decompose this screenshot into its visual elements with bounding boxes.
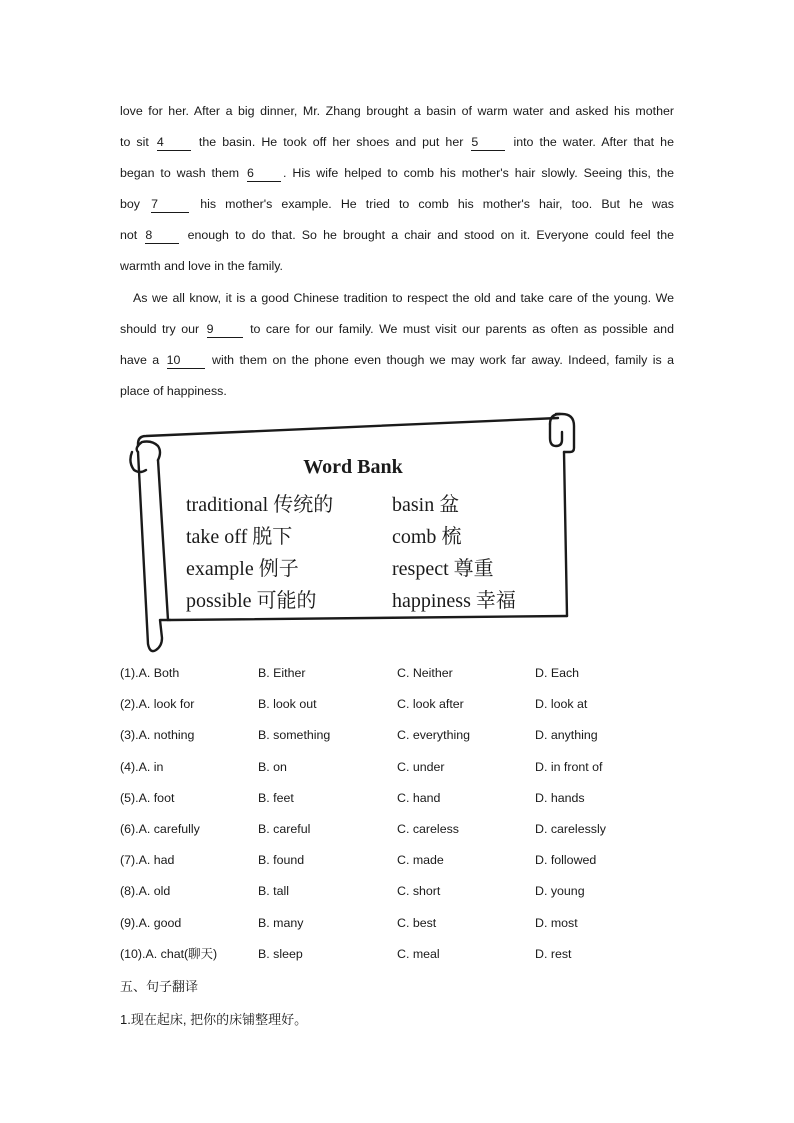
- option-a: (2).A. look for: [120, 697, 195, 711]
- option-a: (9).A. good: [120, 916, 182, 930]
- option-b: B. something: [258, 728, 331, 742]
- option-row: [120, 689, 680, 720]
- blank-7: 7: [151, 196, 189, 213]
- word-bank-item: respect 尊重: [392, 558, 494, 580]
- blank-5: 5: [471, 134, 505, 151]
- word-bank-title: Word Bank: [303, 456, 403, 478]
- option-row: [120, 814, 680, 845]
- passage-line: have a 10 with them on the phone even though we may work far away. Indeed, family is a: [120, 353, 674, 367]
- option-c: C. everything: [397, 728, 471, 742]
- word-bank-item: possible 可能的: [186, 590, 317, 612]
- option-b: B. sleep: [258, 947, 303, 961]
- option-row: [120, 939, 680, 970]
- word-bank-item: traditional 传统的: [186, 494, 334, 516]
- option-d: D. in front of: [535, 760, 603, 774]
- passage-line: began to wash them 6 . His wife helped to comb his mother's hair slowly. Seeing this, the: [120, 166, 674, 180]
- option-b: B. found: [258, 853, 305, 867]
- option-d: D. Each: [535, 666, 580, 680]
- option-d: D. young: [535, 884, 585, 898]
- option-b: B. careful: [258, 822, 311, 836]
- option-c: C. best: [397, 916, 437, 930]
- option-c: C. meal: [397, 947, 440, 961]
- word-bank-item: take off 脱下: [186, 526, 293, 548]
- option-d: D. look at: [535, 697, 588, 711]
- option-d: D. hands: [535, 791, 585, 805]
- option-a: (10).A. chat(聊天): [120, 947, 218, 961]
- option-d: D. rest: [535, 947, 572, 961]
- option-c: C. Neither: [397, 666, 453, 680]
- blank-9: 9: [207, 321, 243, 338]
- passage-line: place of happiness.: [120, 384, 227, 398]
- option-a: (3).A. nothing: [120, 728, 195, 742]
- passage-line: not 8 enough to do that. So he brought a chair and stood on it. Everyone could feel the: [120, 228, 674, 242]
- option-row: [120, 876, 680, 907]
- option-c: C. short: [397, 884, 441, 898]
- word-bank-item: example 例子: [186, 558, 299, 580]
- option-row: [120, 845, 680, 876]
- word-bank-item: comb 梳: [392, 526, 462, 548]
- blank-6: 6: [247, 165, 281, 182]
- passage-line: should try our 9 to care for our family. We must visit our parents as often as possible and: [120, 322, 674, 336]
- option-row: [120, 658, 680, 689]
- option-row: [120, 908, 680, 939]
- passage-line: boy 7 his mother's example. He tried to comb his mother's hair, too. But he was: [120, 197, 674, 211]
- passage-line: to sit 4 the basin. He took off her shoes and put her 5 into the water. After that he: [120, 135, 674, 149]
- option-d: D. most: [535, 916, 578, 930]
- option-a: (7).A. had: [120, 853, 175, 867]
- word-bank-scroll: [118, 408, 588, 656]
- blank-4: 4: [157, 134, 191, 151]
- word-bank-item: basin 盆: [392, 494, 460, 516]
- passage-paragraph-2: [120, 283, 674, 407]
- translation-question-1: 1.现在起床, 把你的床铺整理好。: [120, 1012, 308, 1027]
- passage-line: love for her. After a big dinner, Mr. Zhang brought a basin of warm water and asked his mother: [120, 104, 674, 118]
- option-a: (6).A. carefully: [120, 822, 200, 836]
- option-c: C. careless: [397, 822, 459, 836]
- option-a: (8).A. old: [120, 884, 171, 898]
- option-a: (1).A. Both: [120, 666, 180, 680]
- option-d: D. anything: [535, 728, 598, 742]
- option-d: D. followed: [535, 853, 597, 867]
- option-b: B. tall: [258, 884, 289, 898]
- option-row: [120, 752, 680, 783]
- blank-8: 8: [145, 227, 179, 244]
- option-c: C. under: [397, 760, 445, 774]
- passage-line: warmth and love in the family.: [120, 259, 283, 273]
- option-b: B. many: [258, 916, 304, 930]
- option-b: B. look out: [258, 697, 317, 711]
- option-c: C. made: [397, 853, 444, 867]
- passage-paragraph-1: [120, 96, 674, 282]
- option-row: [120, 783, 680, 814]
- blank-10: 10: [167, 352, 205, 369]
- option-row: [120, 720, 680, 751]
- option-d: D. carelessly: [535, 822, 606, 836]
- option-c: C. look after: [397, 697, 464, 711]
- passage-line: As we all know, it is a good Chinese tradition to respect the old and take care of the young. We: [133, 291, 674, 305]
- option-a: (5).A. foot: [120, 791, 175, 805]
- option-a: (4).A. in: [120, 760, 164, 774]
- option-b: B. Either: [258, 666, 306, 680]
- option-c: C. hand: [397, 791, 441, 805]
- option-b: B. feet: [258, 791, 294, 805]
- section-heading: 五、句子翻译: [120, 979, 199, 994]
- word-bank-item: happiness 幸福: [392, 590, 516, 612]
- option-b: B. on: [258, 760, 287, 774]
